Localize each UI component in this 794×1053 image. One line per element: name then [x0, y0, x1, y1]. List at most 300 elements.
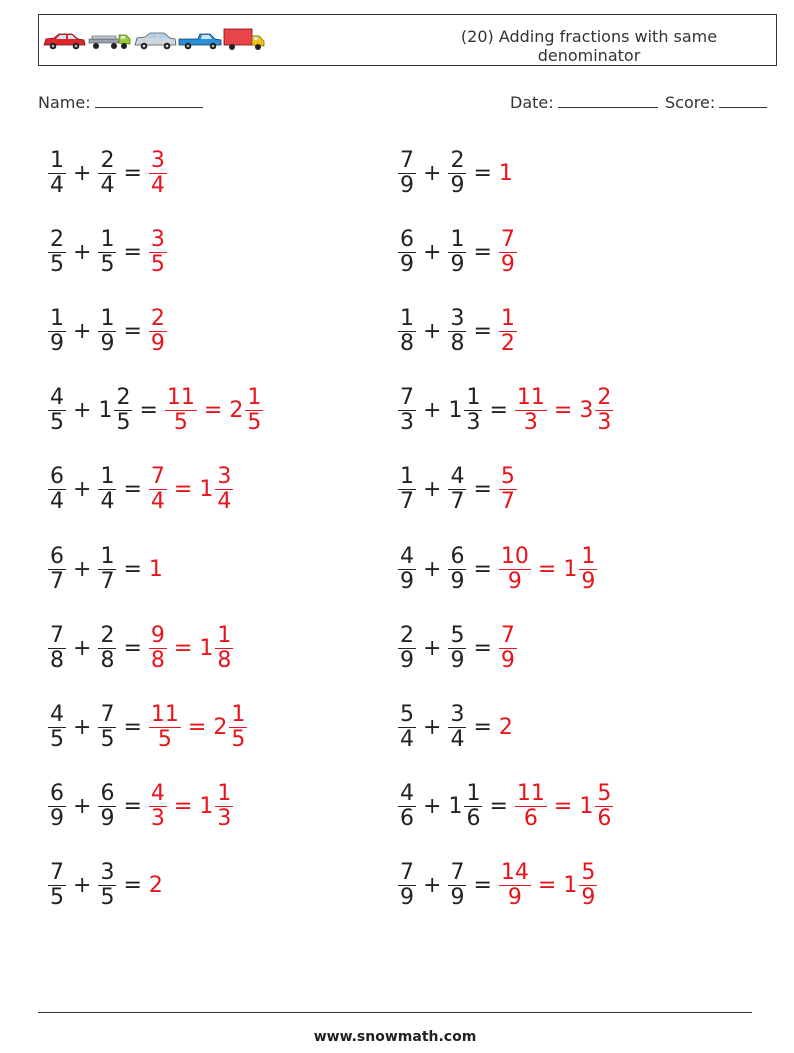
- problem-3: [46, 222, 169, 282]
- equals-sign: =: [473, 318, 492, 344]
- denominator: 5: [50, 410, 64, 436]
- equals-sign: =: [537, 873, 557, 899]
- answer-whole-number: 1: [563, 873, 578, 899]
- answer-fraction: [499, 228, 517, 277]
- equals-sign: =: [123, 635, 142, 661]
- fraction: [98, 228, 116, 277]
- problem-15: [46, 697, 249, 757]
- answer-whole-number: 1: [199, 635, 214, 661]
- fraction: [464, 782, 482, 831]
- answer-fraction: [499, 624, 517, 673]
- denominator: 5: [100, 251, 115, 277]
- denominator: 3: [523, 410, 538, 436]
- answer-whole-number: 3: [579, 398, 594, 424]
- plus-sign: +: [423, 398, 442, 424]
- numerator: 4: [150, 781, 165, 807]
- equals-sign: =: [473, 714, 492, 740]
- fraction: [448, 465, 466, 514]
- numerator: 11: [150, 701, 179, 727]
- numerator: 4: [450, 464, 465, 490]
- numerator: 2: [116, 385, 131, 411]
- fraction: [98, 465, 116, 514]
- numerator: 7: [100, 701, 115, 727]
- equals-sign: =: [489, 794, 508, 820]
- equals-sign: =: [473, 556, 492, 582]
- denominator: 5: [231, 726, 246, 752]
- fraction: [398, 782, 416, 831]
- numerator: 1: [400, 464, 414, 490]
- title-line-1: (20) Adding fractions with same: [460, 27, 718, 46]
- problem-14: [396, 618, 519, 678]
- plus-sign: +: [423, 714, 442, 740]
- title-line-2: denominator: [537, 46, 641, 65]
- numerator: 7: [400, 147, 414, 173]
- fraction: [98, 624, 116, 673]
- numerator: 6: [50, 464, 64, 490]
- fraction: [48, 307, 66, 356]
- answer-fraction: [245, 386, 263, 435]
- equals-sign: =: [123, 556, 142, 582]
- problem-4: [396, 222, 519, 282]
- denominator: 3: [597, 410, 612, 436]
- numerator: 2: [400, 622, 414, 648]
- plus-sign: +: [423, 318, 442, 344]
- denominator: 5: [247, 410, 262, 436]
- denominator: 9: [450, 885, 465, 911]
- problem-10: [396, 460, 519, 520]
- answer-fraction: [229, 703, 247, 752]
- numerator: 7: [50, 860, 64, 886]
- denominator: 7: [400, 489, 414, 515]
- numerator: 3: [150, 147, 165, 173]
- plus-sign: +: [73, 318, 92, 344]
- denominator: 5: [50, 726, 64, 752]
- fraction: [398, 386, 416, 435]
- numerator: 5: [581, 860, 596, 886]
- numerator: 7: [50, 622, 64, 648]
- denominator: 9: [400, 885, 414, 911]
- denominator: 2: [500, 330, 515, 356]
- numerator: 7: [500, 622, 515, 648]
- answer-fraction: [149, 228, 167, 277]
- fraction: [98, 545, 116, 594]
- date-field[interactable]: [510, 93, 658, 112]
- numerator: 2: [450, 147, 465, 173]
- worksheet-title: [429, 27, 749, 65]
- denominator: 4: [450, 726, 465, 752]
- red-box-truck-icon: [224, 29, 264, 50]
- numerator: 4: [50, 701, 64, 727]
- answer-whole-number: 2: [229, 398, 244, 424]
- denominator: 9: [50, 806, 64, 832]
- numerator: 1: [100, 226, 115, 252]
- answer-fraction: [165, 386, 197, 435]
- problem-2: [396, 143, 513, 203]
- numerator: 1: [217, 781, 232, 807]
- answer-whole-number: 2: [148, 873, 163, 899]
- fraction: [48, 228, 66, 277]
- answer-fraction: [595, 782, 613, 831]
- numerator: 11: [516, 385, 545, 411]
- problem-9: [46, 460, 235, 520]
- date-blank[interactable]: [558, 93, 658, 108]
- numerator: 5: [597, 781, 612, 807]
- denominator: 4: [217, 489, 232, 515]
- denominator: 9: [100, 806, 115, 832]
- denominator: 3: [150, 806, 165, 832]
- fraction: [48, 782, 66, 831]
- fraction: [114, 386, 132, 435]
- whole-number: 1: [448, 794, 463, 820]
- denominator: 9: [450, 172, 465, 198]
- fraction: [398, 307, 416, 356]
- denominator: 5: [150, 251, 165, 277]
- denominator: 5: [100, 885, 115, 911]
- problem-17: [46, 777, 235, 837]
- denominator: 5: [116, 410, 131, 436]
- equals-sign: =: [553, 794, 573, 820]
- fraction: [98, 782, 116, 831]
- answer-fraction: [595, 386, 613, 435]
- problem-19: [46, 856, 163, 916]
- denominator: 9: [450, 568, 465, 594]
- numerator: 1: [466, 781, 481, 807]
- plus-sign: +: [423, 477, 442, 503]
- plus-sign: +: [73, 714, 92, 740]
- numerator: 6: [100, 781, 115, 807]
- denominator: 8: [400, 330, 414, 356]
- denominator: 6: [466, 806, 481, 832]
- denominator: 8: [217, 647, 232, 673]
- numerator: 6: [450, 543, 465, 569]
- numerator: 6: [400, 226, 414, 252]
- numerator: 3: [217, 464, 232, 490]
- equals-sign: =: [473, 239, 492, 265]
- problem-12: [396, 539, 599, 599]
- equals-sign: =: [173, 794, 193, 820]
- problem-18: [396, 777, 615, 837]
- numerator: 2: [100, 147, 115, 173]
- numerator: 3: [450, 701, 465, 727]
- denominator: 9: [507, 885, 522, 911]
- numerator: 1: [450, 226, 465, 252]
- equals-sign: =: [123, 160, 142, 186]
- answer-fraction: [149, 624, 167, 673]
- name-blank[interactable]: [95, 93, 203, 108]
- denominator: 9: [100, 330, 115, 356]
- fraction: [464, 386, 482, 435]
- silver-car-icon: [135, 33, 176, 49]
- denominator: 4: [150, 172, 165, 198]
- date-label: Date:: [510, 93, 554, 112]
- problem-6: [396, 301, 519, 361]
- answer-fraction: [499, 307, 517, 356]
- red-car-icon: [44, 34, 85, 49]
- denominator: 9: [500, 251, 515, 277]
- equals-sign: =: [187, 714, 207, 740]
- denominator: 9: [400, 172, 414, 198]
- problem-5: [46, 301, 169, 361]
- denominator: 7: [50, 568, 64, 594]
- answer-fraction: [149, 703, 181, 752]
- equals-sign: =: [473, 635, 492, 661]
- fraction: [98, 307, 116, 356]
- fraction: [398, 149, 416, 198]
- fraction: [48, 465, 66, 514]
- denominator: 9: [400, 647, 414, 673]
- problem-13: [46, 618, 235, 678]
- numerator: 5: [450, 622, 465, 648]
- numerator: 10: [500, 543, 529, 569]
- numerator: 7: [500, 226, 515, 252]
- equals-sign: =: [553, 398, 573, 424]
- denominator: 9: [150, 330, 165, 356]
- equals-sign: =: [123, 714, 142, 740]
- numerator: 1: [100, 543, 115, 569]
- answer-fraction: [149, 149, 167, 198]
- whole-number: 1: [98, 398, 113, 424]
- score-blank[interactable]: [719, 93, 767, 108]
- denominator: 8: [150, 647, 165, 673]
- numerator: 9: [150, 622, 165, 648]
- numerator: 7: [400, 385, 414, 411]
- numerator: 1: [50, 147, 64, 173]
- equals-sign: =: [537, 556, 557, 582]
- denominator: 6: [400, 806, 414, 832]
- numerator: 2: [50, 226, 64, 252]
- plus-sign: +: [73, 477, 92, 503]
- denominator: 6: [597, 806, 612, 832]
- numerator: 1: [466, 385, 481, 411]
- answer-whole-number: 1: [579, 794, 594, 820]
- numerator: 1: [50, 305, 64, 331]
- denominator: 4: [50, 489, 64, 515]
- answer-fraction: [579, 545, 597, 594]
- problem-1: [46, 143, 169, 203]
- numerator: 6: [50, 543, 64, 569]
- numerator: 14: [500, 860, 529, 886]
- answer-fraction: [499, 545, 531, 594]
- denominator: 9: [507, 568, 522, 594]
- answer-fraction: [579, 861, 597, 910]
- vehicle-icons-row: [42, 28, 267, 56]
- equals-sign: =: [473, 873, 492, 899]
- plus-sign: +: [73, 794, 92, 820]
- name-label: Name:: [38, 93, 91, 112]
- problem-11: [46, 539, 163, 599]
- fraction: [98, 703, 116, 752]
- denominator: 4: [400, 726, 414, 752]
- numerator: 1: [400, 305, 414, 331]
- numerator: 3: [150, 226, 165, 252]
- equals-sign: =: [473, 160, 492, 186]
- denominator: 4: [50, 172, 64, 198]
- answer-fraction: [515, 386, 547, 435]
- plus-sign: +: [73, 635, 92, 661]
- numerator: 6: [50, 781, 64, 807]
- fraction: [448, 545, 466, 594]
- footer-divider: [38, 1012, 752, 1013]
- numerator: 3: [100, 860, 115, 886]
- equals-sign: =: [473, 477, 492, 503]
- equals-sign: =: [173, 477, 193, 503]
- denominator: 5: [50, 251, 64, 277]
- denominator: 7: [500, 489, 515, 515]
- fraction: [48, 545, 66, 594]
- denominator: 5: [50, 885, 64, 911]
- equals-sign: =: [123, 477, 142, 503]
- denominator: 9: [50, 330, 64, 356]
- denominator: 4: [100, 489, 115, 515]
- fraction: [398, 465, 416, 514]
- answer-fraction: [149, 465, 167, 514]
- fraction: [448, 861, 466, 910]
- denominator: 9: [450, 647, 465, 673]
- problem-20: [396, 856, 599, 916]
- answer-whole-number: 1: [563, 556, 578, 582]
- fraction: [448, 624, 466, 673]
- numerator: 5: [400, 701, 414, 727]
- worksheet-header: [38, 14, 777, 66]
- numerator: 3: [450, 305, 465, 331]
- flatbed-truck-icon: [89, 35, 130, 49]
- denominator: 9: [400, 568, 414, 594]
- fraction: [398, 703, 416, 752]
- denominator: 9: [450, 251, 465, 277]
- numerator: 11: [166, 385, 195, 411]
- fraction: [398, 624, 416, 673]
- denominator: 3: [217, 806, 232, 832]
- plus-sign: +: [423, 556, 442, 582]
- numerator: 1: [581, 543, 596, 569]
- numerator: 1: [500, 305, 515, 331]
- denominator: 5: [157, 726, 172, 752]
- answer-fraction: [215, 465, 233, 514]
- denominator: 9: [500, 647, 515, 673]
- numerator: 4: [400, 543, 414, 569]
- denominator: 7: [450, 489, 465, 515]
- plus-sign: +: [423, 239, 442, 265]
- answer-fraction: [215, 782, 233, 831]
- denominator: 3: [400, 410, 414, 436]
- equals-sign: =: [139, 398, 158, 424]
- numerator: 4: [400, 781, 414, 807]
- answer-fraction: [515, 782, 547, 831]
- fraction: [98, 149, 116, 198]
- denominator: 4: [100, 172, 115, 198]
- fraction: [448, 228, 466, 277]
- answer-whole-number: 1: [498, 160, 513, 186]
- numerator: 1: [247, 385, 262, 411]
- denominator: 6: [523, 806, 538, 832]
- plus-sign: +: [423, 794, 442, 820]
- fraction: [48, 624, 66, 673]
- answer-whole-number: 2: [498, 714, 513, 740]
- whole-number: 1: [448, 398, 463, 424]
- fraction: [98, 861, 116, 910]
- equals-sign: =: [489, 398, 508, 424]
- blue-pickup-icon: [179, 34, 221, 49]
- answer-whole-number: 1: [199, 794, 214, 820]
- answer-whole-number: 1: [199, 477, 214, 503]
- denominator: 9: [581, 885, 596, 911]
- answer-fraction: [149, 782, 167, 831]
- score-field[interactable]: [665, 93, 767, 112]
- denominator: 8: [450, 330, 465, 356]
- denominator: 5: [173, 410, 188, 436]
- plus-sign: +: [73, 239, 92, 265]
- fraction: [48, 149, 66, 198]
- equals-sign: =: [123, 239, 142, 265]
- answer-fraction: [149, 307, 167, 356]
- fraction: [398, 861, 416, 910]
- equals-sign: =: [173, 635, 193, 661]
- answer-whole-number: 2: [213, 714, 228, 740]
- numerator: 11: [516, 781, 545, 807]
- fraction: [398, 228, 416, 277]
- fraction: [48, 386, 66, 435]
- numerator: 1: [231, 701, 246, 727]
- numerator: 2: [597, 385, 612, 411]
- denominator: 3: [466, 410, 481, 436]
- numerator: 1: [100, 464, 115, 490]
- answer-fraction: [499, 465, 517, 514]
- plus-sign: +: [73, 160, 92, 186]
- problem-7: [46, 381, 265, 441]
- equals-sign: =: [123, 318, 142, 344]
- denominator: 8: [100, 647, 115, 673]
- footer-url: www.snowmath.com: [313, 1029, 477, 1045]
- numerator: 1: [100, 305, 115, 331]
- numerator: 7: [450, 860, 465, 886]
- equals-sign: =: [123, 873, 142, 899]
- numerator: 4: [50, 385, 64, 411]
- plus-sign: +: [423, 160, 442, 186]
- name-field[interactable]: [38, 93, 203, 112]
- answer-whole-number: 1: [148, 556, 163, 582]
- numerator: 5: [500, 464, 515, 490]
- plus-sign: +: [73, 556, 92, 582]
- problem-8: [396, 381, 615, 441]
- equals-sign: =: [123, 794, 142, 820]
- score-label: Score:: [665, 93, 716, 112]
- numerator: 7: [150, 464, 165, 490]
- numerator: 1: [217, 622, 232, 648]
- fraction: [48, 703, 66, 752]
- plus-sign: +: [73, 398, 92, 424]
- denominator: 4: [150, 489, 165, 515]
- plus-sign: +: [423, 873, 442, 899]
- plus-sign: +: [73, 873, 92, 899]
- equals-sign: =: [203, 398, 223, 424]
- answer-fraction: [215, 624, 233, 673]
- denominator: 5: [100, 726, 115, 752]
- fraction: [48, 861, 66, 910]
- problem-16: [396, 697, 513, 757]
- fraction: [448, 703, 466, 752]
- denominator: 9: [581, 568, 596, 594]
- denominator: 7: [100, 568, 115, 594]
- denominator: 9: [400, 251, 414, 277]
- fraction: [398, 545, 416, 594]
- plus-sign: +: [423, 635, 442, 661]
- numerator: 2: [150, 305, 165, 331]
- denominator: 8: [50, 647, 64, 673]
- numerator: 2: [100, 622, 115, 648]
- fraction: [448, 149, 466, 198]
- fraction: [448, 307, 466, 356]
- answer-fraction: [499, 861, 531, 910]
